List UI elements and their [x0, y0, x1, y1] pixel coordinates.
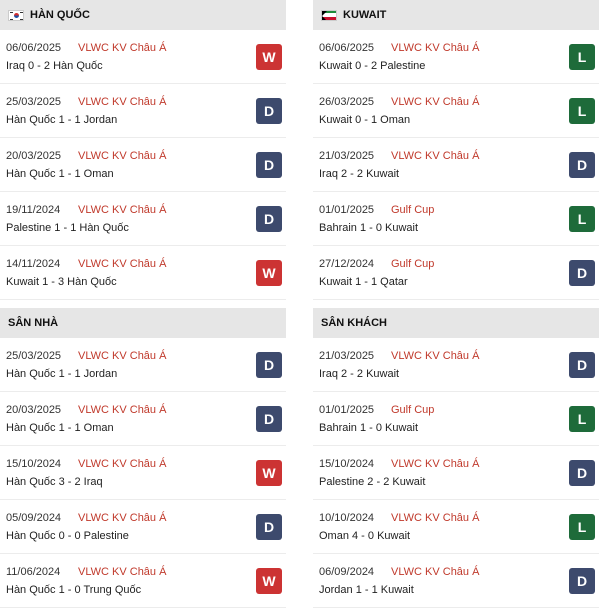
match-score: Kuwait 0 - 1 Oman [319, 114, 411, 126]
result-badge: D [256, 514, 282, 540]
home-header-label: SÂN NHÀ [8, 317, 59, 329]
home-match-list [0, 338, 286, 608]
match-score: Hàn Quốc 1 - 1 Oman [6, 168, 114, 180]
match-row[interactable] [313, 246, 599, 300]
result-badge: L [569, 514, 595, 540]
match-score: Palestine 2 - 2 Kuwait [319, 476, 426, 488]
match-date: 11/06/2024 [6, 566, 61, 578]
match-date: 26/03/2025 [319, 96, 375, 108]
away-match-list [313, 338, 599, 608]
match-row[interactable] [0, 192, 286, 246]
match-score: Kuwait 1 - 3 Hàn Quốc [6, 276, 117, 288]
match-score: Hàn Quốc 3 - 2 Iraq [6, 476, 103, 488]
match-date: 06/09/2024 [319, 566, 375, 578]
match-date: 14/11/2024 [6, 258, 61, 270]
competition-link[interactable]: VLWC KV Châu Á [78, 566, 167, 578]
south-korea-flag-icon [8, 10, 24, 21]
kuwait-flag-icon [321, 10, 337, 21]
match-date: 25/03/2025 [6, 96, 62, 108]
match-date: 19/11/2024 [6, 204, 61, 216]
result-badge: D [569, 568, 595, 594]
match-score: Kuwait 0 - 2 Palestine [319, 60, 426, 72]
competition-link[interactable]: VLWC KV Châu Á [391, 96, 480, 108]
home-header [0, 308, 286, 338]
match-score: Palestine 1 - 1 Hàn Quốc [6, 222, 129, 234]
competition-link[interactable]: VLWC KV Châu Á [78, 150, 167, 162]
korea-form-column [0, 0, 286, 300]
competition-link[interactable]: VLWC KV Châu Á [78, 204, 167, 216]
match-date: 01/01/2025 [319, 204, 375, 216]
match-date: 25/03/2025 [6, 350, 62, 362]
result-badge: L [569, 206, 595, 232]
match-row[interactable] [313, 446, 599, 500]
competition-link[interactable]: VLWC KV Châu Á [78, 350, 167, 362]
match-date: 20/03/2025 [6, 404, 62, 416]
match-row[interactable] [0, 554, 286, 608]
competition-link[interactable]: VLWC KV Châu Á [391, 42, 480, 54]
result-badge: D [569, 352, 595, 378]
match-score: Bahrain 1 - 0 Kuwait [319, 422, 419, 434]
away-form-column [313, 308, 599, 608]
kuwait-form-column [313, 0, 599, 300]
match-score: Iraq 2 - 2 Kuwait [319, 168, 400, 180]
match-score: Bahrain 1 - 0 Kuwait [319, 222, 419, 234]
competition-link[interactable]: Gulf Cup [391, 258, 435, 270]
match-score: Jordan 1 - 1 Kuwait [319, 584, 414, 596]
result-badge: D [256, 406, 282, 432]
korea-header-label: HÀN QUỐC [30, 9, 90, 21]
match-date: 15/10/2024 [6, 458, 62, 470]
result-badge: D [569, 260, 595, 286]
competition-link[interactable]: VLWC KV Châu Á [391, 566, 480, 578]
match-score: Oman 4 - 0 Kuwait [319, 530, 411, 542]
result-badge: D [569, 460, 595, 486]
match-row[interactable] [313, 338, 599, 392]
match-score: Hàn Quốc 1 - 1 Jordan [6, 368, 118, 380]
competition-link[interactable]: VLWC KV Châu Á [391, 458, 480, 470]
match-date: 15/10/2024 [319, 458, 375, 470]
match-date: 05/09/2024 [6, 512, 62, 524]
result-badge: W [256, 260, 282, 286]
competition-link[interactable]: VLWC KV Châu Á [78, 512, 167, 524]
match-date: 27/12/2024 [319, 258, 375, 270]
competition-link[interactable]: VLWC KV Châu Á [391, 512, 480, 524]
match-row[interactable] [0, 392, 286, 446]
match-row[interactable] [0, 30, 286, 84]
result-badge: L [569, 44, 595, 70]
match-row[interactable] [0, 500, 286, 554]
match-row[interactable] [0, 338, 286, 392]
competition-link[interactable]: VLWC KV Châu Á [78, 96, 167, 108]
match-score: Hàn Quốc 1 - 1 Oman [6, 422, 114, 434]
match-row[interactable] [313, 138, 599, 192]
home-form-column [0, 308, 286, 608]
result-badge: D [256, 206, 282, 232]
match-date: 06/06/2025 [319, 42, 375, 54]
match-score: Kuwait 1 - 1 Qatar [319, 276, 408, 288]
kuwait-header [313, 0, 599, 30]
result-badge: W [256, 44, 282, 70]
result-badge: D [569, 152, 595, 178]
match-row[interactable] [0, 446, 286, 500]
match-score: Hàn Quốc 1 - 1 Jordan [6, 114, 118, 126]
match-row[interactable] [0, 138, 286, 192]
competition-link[interactable]: VLWC KV Châu Á [78, 458, 167, 470]
result-badge: D [256, 152, 282, 178]
match-row[interactable] [0, 84, 286, 138]
match-date: 06/06/2025 [6, 42, 62, 54]
competition-link[interactable]: VLWC KV Châu Á [391, 150, 480, 162]
result-badge: L [569, 98, 595, 124]
match-row[interactable] [0, 246, 286, 300]
competition-link[interactable]: VLWC KV Châu Á [78, 258, 167, 270]
match-row[interactable] [313, 84, 599, 138]
competition-link[interactable]: VLWC KV Châu Á [391, 350, 480, 362]
result-badge: W [256, 568, 282, 594]
competition-link[interactable]: Gulf Cup [391, 404, 435, 416]
result-badge: L [569, 406, 595, 432]
kuwait-match-list [313, 30, 599, 300]
match-row[interactable] [313, 192, 599, 246]
match-row[interactable] [313, 554, 599, 608]
korea-match-list [0, 30, 286, 300]
match-score: Iraq 2 - 2 Kuwait [319, 368, 400, 380]
kuwait-header-label: KUWAIT [343, 9, 387, 21]
away-header [313, 308, 599, 338]
match-date: 21/03/2025 [319, 150, 375, 162]
match-score: Iraq 0 - 2 Hàn Quốc [6, 60, 103, 72]
match-score: Hàn Quốc 0 - 0 Palestine [6, 530, 129, 542]
result-badge: D [256, 352, 282, 378]
away-header-label: SÂN KHÁCH [321, 317, 387, 329]
match-date: 21/03/2025 [319, 350, 375, 362]
match-row[interactable] [313, 500, 599, 554]
result-badge: D [256, 98, 282, 124]
match-date: 10/10/2024 [319, 512, 375, 524]
competition-link[interactable]: Gulf Cup [391, 204, 435, 216]
match-date: 01/01/2025 [319, 404, 375, 416]
korea-header [0, 0, 286, 30]
competition-link[interactable]: VLWC KV Châu Á [78, 404, 167, 416]
result-badge: W [256, 460, 282, 486]
match-score: Hàn Quốc 1 - 0 Trung Quốc [6, 584, 142, 596]
match-date: 20/03/2025 [6, 150, 62, 162]
competition-link[interactable]: VLWC KV Châu Á [78, 42, 167, 54]
match-row[interactable] [313, 30, 599, 84]
match-row[interactable] [313, 392, 599, 446]
